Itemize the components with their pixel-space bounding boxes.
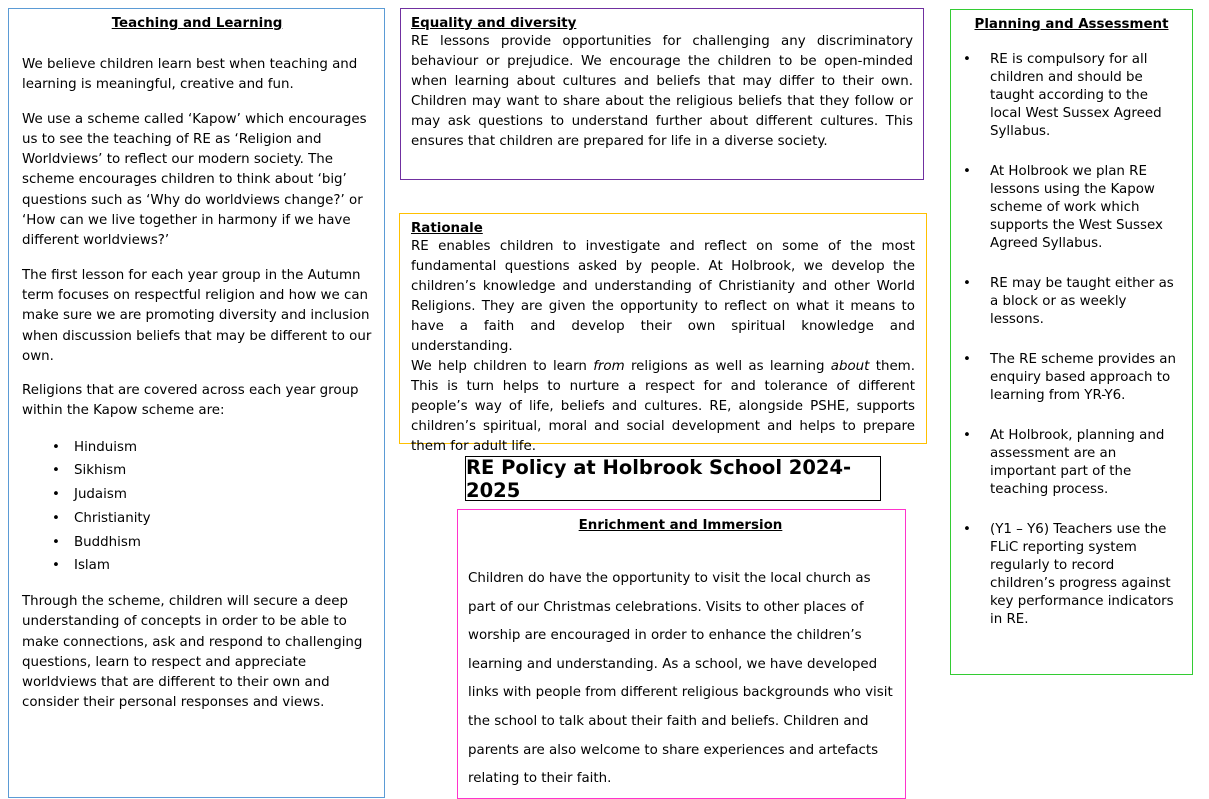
rationale-text: them. This is turn helps to nurture a respect for and tolerance of different people’s way of life, beliefs and cultures. RE, alongside PSHE, supports children’s spiritual, moral and social development and helps to prepare them for adult life. [411,359,915,454]
list-item: • At Holbrook, planning and assessment are an important part of the teaching process. [963,427,1180,499]
equality-heading: Equality and diversity [411,16,577,31]
enrichment-body: Children do have the opportunity to visit the local church as part of our Christmas celebrations. Visits to other places of worship are encouraged in order to enhance the children’s learning and understanding. As a school, we have developed links with people from different religious backgrounds who visit the school to talk about their faith and beliefs. Children and parents are also welcome to share experiences and artefacts relating to their faith. [468,571,893,787]
page-title: RE Policy at Holbrook School 2024-2025 [465,456,881,501]
list-item: • Islam [52,554,372,578]
list-item: • RE may be taught either as a block or as weekly lessons. [963,275,1180,329]
list-item: • At Holbrook we plan RE lessons using the Kapow scheme of work which supports the West Sussex Agreed Syllabus. [963,163,1180,253]
planning-list [963,51,1180,629]
teaching-learning-heading: Teaching and Learning [111,16,283,31]
religions-list [22,436,372,578]
teaching-paragraph-2: We use a scheme called ‘Kapow’ which encourages us to see the teaching of RE as ‘Religion and Worldviews’ to reflect our modern society. The scheme encourages children to think about ‘big’ questions such as ‘Why do worldviews change?’ or ‘How can we live together in harmony if we have different worldviews?’ [22,111,367,249]
teaching-paragraph-5: Through the scheme, children will secure a deep understanding of concepts in order to be able to make connections, ask and respond to challenging questions, learn to respect and appreciate worldviews that are different to their own and consider their personal responses and views. [22,593,363,711]
enrichment-section [457,509,906,799]
teaching-paragraph-3: The first lesson for each year group in the Autumn term focuses on respectful religion and how we can make sure we are promoting diversity and inclusion when discussion beliefs that may be different to our own. [22,267,372,364]
list-item: • Buddhism [52,531,372,555]
rationale-paragraph-2 [411,357,915,457]
list-item: • (Y1 – Y6) Teachers use the FLiC reporting system regularly to record children’s progress against key performance indicators in RE. [963,521,1180,629]
planning-heading: Planning and Assessment [974,17,1169,32]
list-item: • Sikhism [52,459,372,483]
rationale-text: religions as well as learning [624,359,831,374]
equality-body: RE lessons provide opportunities for challenging any discriminatory behaviour or prejudice. We encourage the children to be open-minded when learning about cultures and beliefs that may differ to their own. Children may want to share about the religious beliefs that they follow or may ask questions to understand further about different cultures. This ensures that children are prepared for life in a diverse society. [411,34,913,149]
rationale-section [399,213,927,454]
rationale-emphasis-from: from [593,359,625,374]
list-item: • RE is compulsory for all children and should be taught according to the local West Sussex Agreed Syllabus. [963,51,1180,141]
enrichment-heading: Enrichment and Immersion [578,518,783,533]
rationale-heading: Rationale [411,221,483,236]
rationale-paragraph-1: RE enables children to investigate and reflect on some of the most fundamental questions asked by people. At Holbrook, we develop the children’s knowledge and understanding of Christianity and other World Religions. They are given the opportunity to reflect on what it means to have a faith and develop their own spiritual knowledge and understanding. [411,239,915,354]
teaching-paragraph-1: We believe children learn best when teaching and learning is meaningful, creative and fun. [22,57,358,93]
rationale-text: We help children to learn [411,359,594,374]
teaching-paragraph-4: Religions that are covered across each year group within the Kapow scheme are: [22,383,359,419]
list-item: • Judaism [52,483,372,507]
list-item: • Hinduism [52,436,372,460]
list-item: • Christianity [52,507,372,531]
equality-diversity-section [400,8,924,180]
teaching-learning-section [8,8,385,798]
list-item: • The RE scheme provides an enquiry based approach to learning from YR-Y6. [963,351,1180,405]
rationale-emphasis-about: about [830,359,870,374]
planning-assessment-section [950,9,1193,675]
